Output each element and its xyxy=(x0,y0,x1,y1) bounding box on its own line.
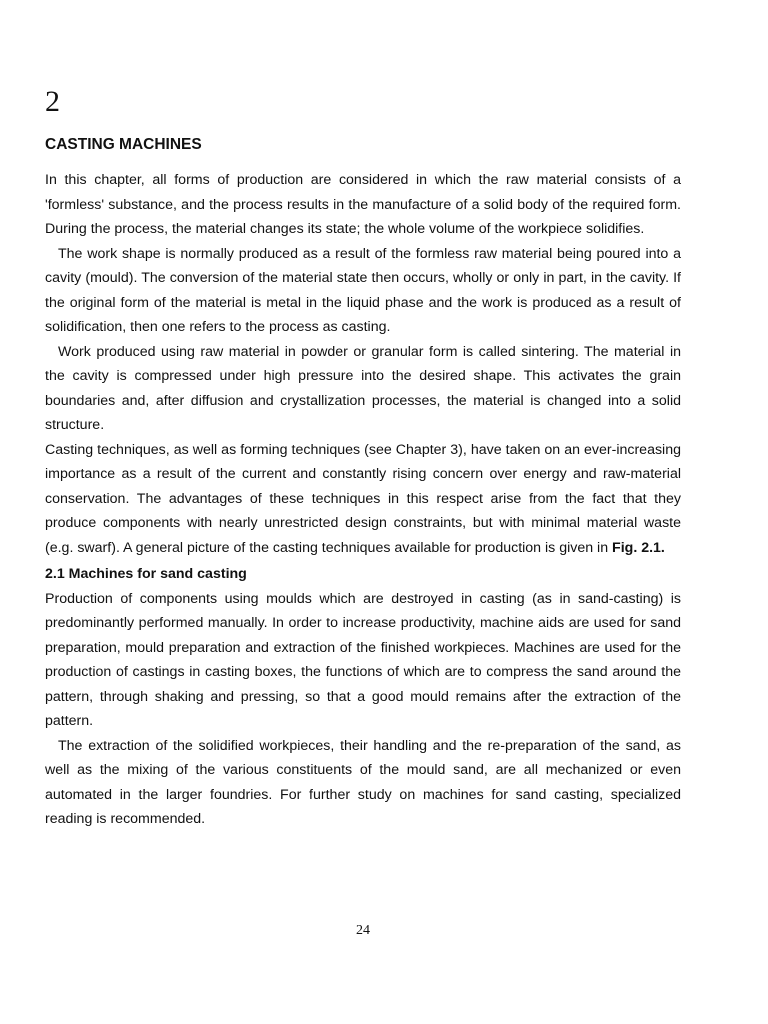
paragraph-work-shape: The work shape is normally produced as a result of the formless raw material being poured into a cavity (mould). The conversion of the material state then occurs, wholly or only in part, in the cavity. If the original form of the material is metal in the liquid phase and the work is produced as a result of solidification, then one refers to the process as casting. xyxy=(45,245,681,335)
chapter-title: CASTING MACHINES xyxy=(45,136,202,153)
paragraph-sand-casting-extraction: The extraction of the solidified workpieces, their handling and the re-preparation of the sand, as well as the mixing of the various constituents of the mould sand, are all mechanized or even automated in the larger foundries. For further study on machines for sand casting, specialized reading is recommended. xyxy=(45,737,681,827)
body-text xyxy=(45,168,681,832)
paragraph-sand-casting-production: Production of components using moulds which are destroyed in casting (as in sand-casting) is predominantly performed manually. In order to increase productivity, machine aids are used for sand preparation, mould preparation and extraction of the finished workpieces. Machines are used for the production of castings in casting boxes, the functions of which are to compress the sand around the pattern, through shaking and pressing, so that a good mould remains after the extraction of the pattern. xyxy=(45,590,681,729)
paragraph-casting-techniques-text: Casting techniques, as well as forming techniques (see Chapter 3), have taken on an ever-increasing importance as a result of the current and constantly rising concern over energy and raw-material conservation. The advantages of these techniques in this respect arise from the fact that they produce components with nearly unrestricted design constraints, but with minimal material waste (e.g. swarf). A general picture of the casting techniques available for production is given in xyxy=(45,441,681,556)
section-heading: 2.1 Machines for sand casting xyxy=(45,566,247,582)
paragraph-intro: In this chapter, all forms of production are considered in which the raw material consists of a 'formless' substance, and the process results in the manufacture of a solid body of the required form. During the process, the material changes its state; the whole volume of the workpiece solidifies. xyxy=(45,172,681,237)
figure-reference-link: Fig. 2.1. xyxy=(612,539,665,556)
page-number: 24 xyxy=(356,923,370,938)
paragraph-casting-techniques xyxy=(45,438,681,561)
paragraph-sintering: Work produced using raw material in powder or granular form is called sintering. The material in the cavity is compressed under high pressure into the desired shape. This activates the grain boundaries and, after diffusion and crystallization processes, the material is changed into a solid structure. xyxy=(45,343,681,433)
chapter-number: 2 xyxy=(45,85,60,118)
